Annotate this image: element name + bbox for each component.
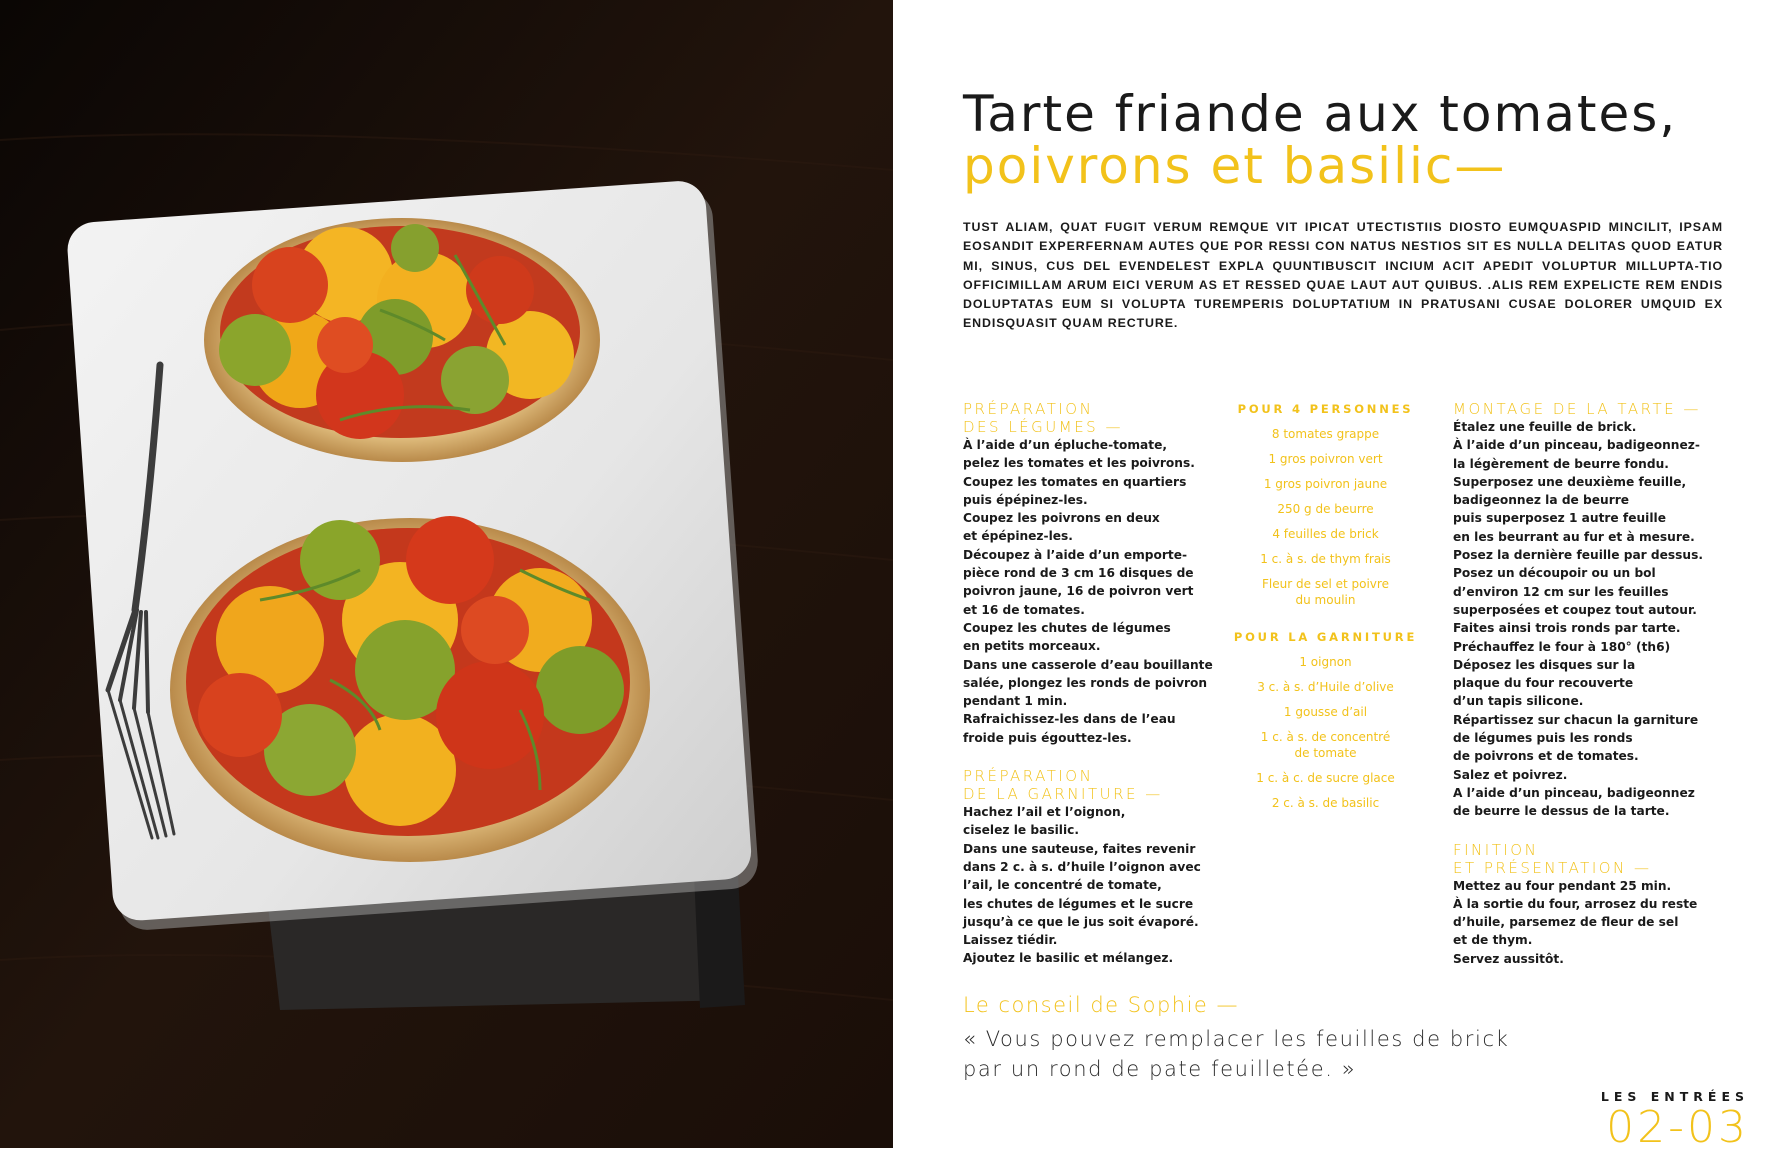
ingredients-list-main [1233,426,1418,608]
page-numbers: 02-03 [1606,1102,1749,1153]
section-head-line: PRÉPARATION [963,767,1094,786]
text-line: Dans une sauteuse, faites revenir [963,841,1196,856]
text-line: Répartissez sur chacun la garniture [1453,712,1699,727]
section-head-line: FINITION [1453,840,1539,859]
ingredient-item: 8 tomates grappe [1271,427,1380,442]
tip-heading: Le conseil de Sophie — [963,993,1240,1017]
text-line: Déposez les disques sur la [1453,657,1636,672]
text-line: Faites ainsi trois ronds par tarte. [1453,621,1681,636]
text-line: superposées et coupez tout autour. [1453,602,1697,617]
text-line: jusqu’à ce que le jus soit évaporé. [963,914,1199,929]
tip-quote-line: par un rond de pate feuilletée. » [963,1057,1357,1081]
recipe-title [963,85,1743,195]
food-photo-illustration [0,0,893,1148]
text-line: poivron jaune, 16 de poivron vert [963,584,1194,599]
recipe-title-line1: Tarte friande aux tomates, [963,85,1678,143]
text-line: À l’aide d’un pinceau, badigeonnez- [1453,438,1700,453]
text-line: et de thym. [1453,933,1533,948]
ingredient-item: 1 gros poivron jaune [1263,477,1388,492]
ingredients-head-garniture: POUR LA GARNITURE [1233,630,1418,645]
intro-paragraph: TUST ALIAM, QUAT FUGIT VERUM REMQUE VIT IPICAT UTECTISTIIS DIOSTO EUMQUASPID MINCILIT, IPSAM EOSANDIT EXPERFERNAM AUTES QUE POR RESSI CON NATUS NESTIOS SIT ES NULLA DELITAS QUOD EATUR MI, SINUS, CUS DEL EVENDELEST EXPLA QUUNTIBUSCIT INCIUM ACIT APEDIT VOLUPTUR MILLUPTA-TIO OFFICIMILLAM ARUM EICI VERUM AS ET RESSED QUAE LAUT AUT QUIBUS. .ALIS REM EXPELICTE REM ENDIS DOLUPTATAS EUM SI VOLUPTA TUREMPERIS DOLUPTATIUM IN PRATUSANI CUSAE DOLORER UMQUID EX ENDISQUASIT QUAM RECTURE. [963,220,1723,331]
text-line: d’environ 12 cm sur les feuilles [1453,584,1669,599]
ingredient-item: 1 c. à c. de sucre glace [1256,771,1395,786]
ingredients-list-garniture [1233,654,1418,811]
ingredient-item: Fleur de sel et poivre du moulin [1262,577,1389,608]
text-line: pièce rond de 3 cm 16 disques de [963,566,1194,581]
text-line: en les beurrant au fur et à mesure. [1453,529,1695,544]
tart-bottom [170,516,650,862]
text-line: Salez et poivrez. [1453,767,1568,782]
text-line: de beurre le dessus de la tarte. [1453,804,1670,819]
tip-quote-line: « Vous pouvez remplacer les feuilles de brick [963,1027,1510,1051]
text-line: Étalez une feuille de brick. [1453,420,1637,434]
tart-top [204,218,600,462]
ingredient-item: 250 g de beurre [1277,502,1374,517]
text-line: A l’aide d’un pinceau, badigeonnez [1453,785,1695,800]
text-line: Préchauffez le four à 180° (th6) [1453,639,1671,654]
text-line: et 16 de tomates. [963,602,1085,617]
text-line: Posez un découpoir ou un bol [1453,566,1656,581]
text-line: Superposez une deuxième feuille, [1453,474,1687,489]
text-line: Posez la dernière feuille par dessus. [1453,548,1703,563]
ingredient-item: 2 c. à s. de basilic [1271,796,1380,811]
text-line: plaque du four recouverte [1453,676,1634,691]
ingredient-item: 1 oignon [1299,655,1352,670]
section-head-line: PRÉPARATION [963,400,1094,418]
text-line: Rafraichissez-les dans de l’eau [963,712,1176,727]
text-line: pelez les tomates et les poivrons. [963,456,1195,471]
tip-quote [963,1024,1683,1084]
text-line: ciselez le basilic. [963,823,1079,838]
text-line: Mettez au four pendant 25 min. [1453,878,1672,893]
text-line: de légumes puis les ronds [1453,731,1633,746]
text-line: de poivrons et de tomates. [1453,749,1639,764]
ingredient-item: 1 c. à s. de thym frais [1260,552,1391,567]
ingredients-head-personnes: POUR 4 PERSONNES [1237,402,1414,416]
left-column [963,400,1223,968]
recipe-page [893,0,1781,1153]
text-line: froide puis égouttez-les. [963,730,1132,745]
ingredient-item: 1 gousse d’ail [1283,705,1368,720]
section-head-montage: MONTAGE DE LA TARTE — [1453,400,1701,418]
text-line: d’un tapis silicone. [1453,694,1584,709]
ingredient-item: 3 c. à s. d’Huile d’olive [1257,680,1394,695]
text-line: et épépinez-les. [963,529,1073,544]
section-label: LES ENTRÉES [1600,1089,1749,1104]
text-line: Laissez tiédir. [963,933,1058,948]
text-line: Dans une casserole d’eau bouillante [963,657,1213,672]
ingredient-item: 4 feuilles de brick [1272,527,1379,542]
section-head-preparation-legumes [963,400,1223,436]
text-line: dans 2 c. à s. d’huile l’oignon avec [963,859,1201,874]
section-head-line: DES LÉGUMES — [963,418,1123,436]
text-line: Servez aussitôt. [1453,951,1564,966]
right-column [1453,400,1723,968]
ingredient-item: 1 c. à s. de concentré de tomate [1260,730,1391,761]
text-line: les chutes de légumes et le sucre [963,896,1194,911]
section-head-finition [1453,841,1723,877]
text-line: Hachez l’ail et l’oignon, [963,805,1126,820]
text-line: salée, plongez les ronds de poivron [963,675,1208,690]
text-line: Coupez les chutes de légumes [963,620,1171,635]
section-text-finition [1453,877,1723,968]
ingredient-item: 1 gros poivron vert [1268,452,1383,467]
text-line: À la sortie du four, arrosez du reste [1453,896,1698,911]
text-line: Coupez les poivrons en deux [963,511,1160,526]
food-photo [0,0,893,1148]
section-head-line: DE LA GARNITURE — [963,785,1163,804]
text-line: la légèrement de beurre fondu. [1453,456,1669,471]
section-text-preparation-legumes [963,436,1223,747]
section-head-preparation-garniture [963,767,1223,803]
text-line: Découpez à l’aide d’un emporte- [963,547,1188,562]
recipe-title-line2: poivrons et basilic— [963,137,1507,195]
text-line: badigeonnez la de beurre [1453,493,1629,508]
text-line: Ajoutez le basilic et mélangez. [963,951,1174,966]
text-line: Coupez les tomates en quartiers [963,474,1187,489]
text-line: puis épépinez-les. [963,492,1088,507]
text-line: en petits morceaux. [963,639,1101,654]
section-text-preparation-garniture [963,803,1223,968]
text-line: d’huile, parsemez de fleur de sel [1453,915,1679,930]
text-line: pendant 1 min. [963,694,1068,709]
text-line: puis superposez 1 autre feuille [1453,511,1666,526]
section-text-montage [1453,418,1723,821]
ingredients-column [1233,400,1418,820]
text-line: l’ail, le concentré de tomate, [963,878,1162,893]
text-line: À l’aide d’un épluche-tomate, [963,438,1167,452]
section-head-line: ET PRÉSENTATION — [1453,858,1652,877]
